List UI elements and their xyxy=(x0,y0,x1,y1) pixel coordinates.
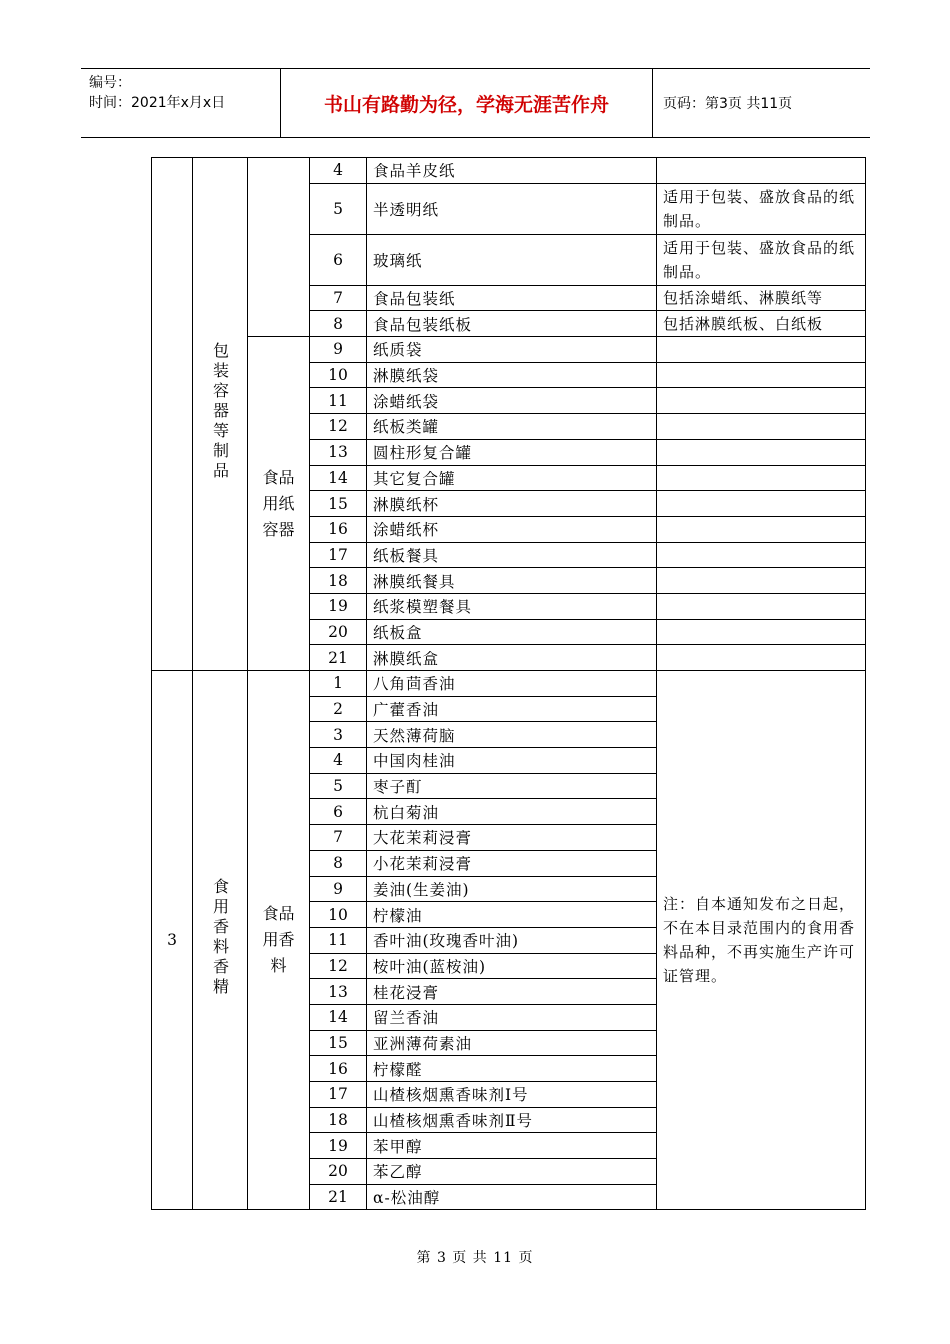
item-name: 淋膜纸杯 xyxy=(367,491,657,517)
item-note xyxy=(657,491,866,517)
item-note xyxy=(657,568,866,594)
category-label: 食用香料香精 xyxy=(210,878,230,999)
header-meta xyxy=(81,69,281,137)
item-number: 11 xyxy=(310,927,367,953)
category-cell xyxy=(193,158,248,671)
category-cell xyxy=(193,671,248,1210)
header-page-info: 页码：第3页 共11页 xyxy=(663,96,793,112)
item-number: 15 xyxy=(310,1030,367,1056)
item-name: 纸板类罐 xyxy=(367,414,657,440)
item-number: 3 xyxy=(310,722,367,748)
item-number: 5 xyxy=(310,183,367,234)
item-name: 桉叶油(蓝桉油) xyxy=(367,953,657,979)
item-name: 玻璃纸 xyxy=(367,234,657,285)
item-name: 八角茴香油 xyxy=(367,671,657,697)
number-label: 编号： xyxy=(89,75,131,91)
item-number: 5 xyxy=(310,773,367,799)
catalog-table xyxy=(151,157,866,1210)
item-name: 苯乙醇 xyxy=(367,1159,657,1185)
item-number: 12 xyxy=(310,953,367,979)
item-name: 广藿香油 xyxy=(367,696,657,722)
item-note xyxy=(657,542,866,568)
item-number: 4 xyxy=(310,748,367,774)
time-label: 时间：2021年x月x日 xyxy=(89,95,226,111)
item-number: 12 xyxy=(310,414,367,440)
item-note: 适用于包装、盛放食品的纸制品。 xyxy=(657,234,866,285)
item-note: 适用于包装、盛放食品的纸制品。 xyxy=(657,183,866,234)
item-number: 4 xyxy=(310,158,367,184)
subcategory-label: 食品用香料 xyxy=(262,904,295,976)
item-name: 杭白菊油 xyxy=(367,799,657,825)
item-number: 16 xyxy=(310,1056,367,1082)
group-index-cell: 3 xyxy=(152,671,193,1210)
item-number: 21 xyxy=(310,1184,367,1210)
item-name: 食品包装纸板 xyxy=(367,311,657,337)
item-number: 13 xyxy=(310,439,367,465)
item-name: 姜油(生姜油) xyxy=(367,876,657,902)
item-name: 留兰香油 xyxy=(367,1004,657,1030)
item-name: 小花茉莉浸膏 xyxy=(367,850,657,876)
item-name: 苯甲醇 xyxy=(367,1133,657,1159)
item-name: 香叶油(玫瑰香叶油) xyxy=(367,927,657,953)
item-name: 淋膜纸盒 xyxy=(367,645,657,671)
item-number: 7 xyxy=(310,825,367,851)
item-number: 17 xyxy=(310,542,367,568)
item-name: 纸浆模塑餐具 xyxy=(367,593,657,619)
item-name: 纸质袋 xyxy=(367,337,657,363)
item-note: 包括淋膜纸板、白纸板 xyxy=(657,311,866,337)
table-row xyxy=(152,337,866,363)
item-number: 14 xyxy=(310,465,367,491)
item-number: 10 xyxy=(310,902,367,928)
item-name: 柠檬醛 xyxy=(367,1056,657,1082)
item-name: 圆柱形复合罐 xyxy=(367,439,657,465)
item-name: 桂花浸膏 xyxy=(367,979,657,1005)
item-name: 天然薄荷脑 xyxy=(367,722,657,748)
table-row xyxy=(152,671,866,697)
item-number: 20 xyxy=(310,619,367,645)
item-number: 16 xyxy=(310,516,367,542)
subcategory-label: 食品用纸容器 xyxy=(262,467,295,539)
item-note xyxy=(657,414,866,440)
item-name: 食品包装纸 xyxy=(367,285,657,311)
item-number: 8 xyxy=(310,311,367,337)
item-name: 枣子酊 xyxy=(367,773,657,799)
header-motto: 书山有路勤为径，学海无涯苦作舟 xyxy=(281,69,653,137)
item-name: 其它复合罐 xyxy=(367,465,657,491)
item-number: 9 xyxy=(310,876,367,902)
subcategory-cell xyxy=(248,671,310,1210)
item-number: 7 xyxy=(310,285,367,311)
item-number: 2 xyxy=(310,696,367,722)
item-name: 纸板餐具 xyxy=(367,542,657,568)
item-number: 18 xyxy=(310,568,367,594)
subcategory-cell xyxy=(248,337,310,671)
table-row xyxy=(152,158,866,184)
item-name: 亚洲薄荷素油 xyxy=(367,1030,657,1056)
item-number: 13 xyxy=(310,979,367,1005)
item-number: 19 xyxy=(310,593,367,619)
item-name: 山楂核烟熏香味剂Ⅱ号 xyxy=(367,1107,657,1133)
item-number: 9 xyxy=(310,337,367,363)
group-index-cell xyxy=(152,158,193,671)
item-note xyxy=(657,465,866,491)
item-name: 山楂核烟熏香味剂Ⅰ号 xyxy=(367,1082,657,1108)
item-name: 淋膜纸袋 xyxy=(367,362,657,388)
item-note xyxy=(657,337,866,363)
item-note xyxy=(657,619,866,645)
page-header xyxy=(81,68,870,138)
item-note xyxy=(657,645,866,671)
item-note xyxy=(657,439,866,465)
item-number: 11 xyxy=(310,388,367,414)
item-number: 17 xyxy=(310,1082,367,1108)
item-number: 14 xyxy=(310,1004,367,1030)
item-name: α-松油醇 xyxy=(367,1184,657,1210)
item-number: 15 xyxy=(310,491,367,517)
item-name: 淋膜纸餐具 xyxy=(367,568,657,594)
item-note: 包括涂蜡纸、淋膜纸等 xyxy=(657,285,866,311)
item-note xyxy=(657,158,866,184)
group-note: 注：自本通知发布之日起，不在本目录范围内的食用香料品种，不再实施生产许可证管理。 xyxy=(657,671,866,1210)
item-number: 19 xyxy=(310,1133,367,1159)
item-name: 涂蜡纸杯 xyxy=(367,516,657,542)
item-number: 8 xyxy=(310,850,367,876)
item-name: 中国肉桂油 xyxy=(367,748,657,774)
item-note xyxy=(657,362,866,388)
category-label: 包装容器等制品 xyxy=(210,342,230,482)
item-number: 6 xyxy=(310,799,367,825)
subcategory-cell xyxy=(248,158,310,337)
item-number: 20 xyxy=(310,1159,367,1185)
item-number: 6 xyxy=(310,234,367,285)
item-name: 纸板盒 xyxy=(367,619,657,645)
item-number: 10 xyxy=(310,362,367,388)
item-number: 18 xyxy=(310,1107,367,1133)
item-note xyxy=(657,516,866,542)
item-name: 涂蜡纸袋 xyxy=(367,388,657,414)
item-note xyxy=(657,388,866,414)
item-name: 柠檬油 xyxy=(367,902,657,928)
item-number: 1 xyxy=(310,671,367,697)
item-note xyxy=(657,593,866,619)
item-name: 半透明纸 xyxy=(367,183,657,234)
item-number: 21 xyxy=(310,645,367,671)
page-footer: 第 3 页 共 11 页 xyxy=(416,1250,534,1266)
item-name: 大花茉莉浸膏 xyxy=(367,825,657,851)
item-name: 食品羊皮纸 xyxy=(367,158,657,184)
